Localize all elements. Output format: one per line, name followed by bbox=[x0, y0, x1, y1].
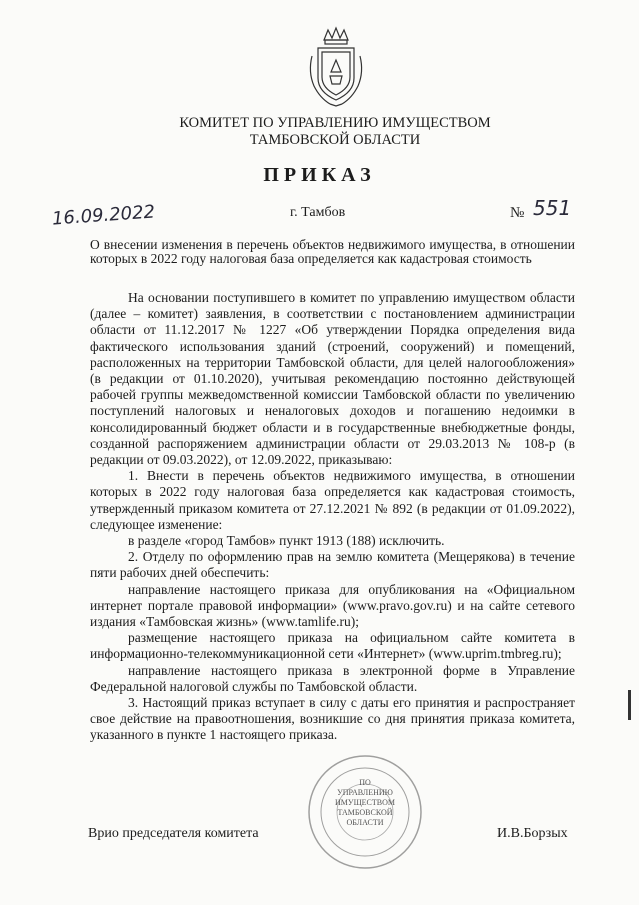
order-number: 551 bbox=[533, 196, 572, 220]
paragraph-item-3: 3. Настоящий приказ вступает в силу с даты его принятия и распространяет свое действие на правоотношения, возникшие со дня принятия приказа комитета, указанного в пункте 1 настоящего приказа. bbox=[90, 695, 575, 743]
order-number-label: № bbox=[510, 205, 525, 221]
scan-edge-mark bbox=[628, 690, 631, 720]
paragraph-item-2-sub3: направление настоящего приказа в электронной форме в Управление Федеральной налоговой службы по Тамбовской области. bbox=[90, 662, 575, 694]
order-city: г. Тамбов bbox=[290, 205, 346, 220]
order-body bbox=[90, 290, 575, 744]
paragraph-preamble: На основании поступившего в комитет по управлению имуществом области (далее – комитет) заявления, в соответствии с постановлением администрации области от 11.12.2017 № 1227 «Об утверждении Порядка определения вида фактического использования зданий (строений, сооружений) и помещений, расположенных на территории Тамбовской области, для целей налогообложения» (в редакции от 01.10.2020), учитывая рекомендацию постоянно действующей рабочей группы межведомственной комиссии Тамбовской области по увеличению поступлений налоговых и неналоговых доходов и погашению недоимки в консолидированный бюджет области и в государственные внебюджетные фонды, созданной распоряжением администрации области от 29.03.2013 № 108-р (в редакции от 09.03.2022), от 12.09.2022, приказываю: bbox=[90, 290, 575, 468]
paragraph-item-2-sub2: размещение настоящего приказа на официальном сайте комитета в информационно-телекоммуникационной сети «Интернет» (www.uprim.tmbreg.ru); bbox=[90, 630, 575, 662]
paragraph-item-1: 1. Внести в перечень объектов недвижимого имущества, в отношении которых в 2022 году налоговая база определяется как кадастровая стоимость, утвержденный приказом комитета от 27.12.2021 № 892 (в редакции от 01.09.2022), следующее изменение: bbox=[90, 468, 575, 532]
paragraph-item-2-sub1: направление настоящего приказа для опубликования на «Официальном интернет портале правовой информации» (www.pravo.gov.ru) и на сайте сетевого издания «Тамбовская жизнь» (www.tamlife.ru); bbox=[90, 581, 575, 630]
stamp-text: ПО УПРАВЛЕНИЮ ИМУЩЕСТВОМ ТАМБОВСКОЙ ОБЛАСТИ bbox=[335, 778, 395, 827]
paragraph-item-2: 2. Отделу по оформлению прав на землю комитета (Мещерякова) в течение пяти рабочих дней обеспечить: bbox=[90, 549, 575, 581]
signatory-name: И.В.Борзых bbox=[497, 826, 568, 841]
signatory-role: Врио председателя комитета bbox=[88, 826, 259, 841]
coat-of-arms-icon bbox=[306, 26, 366, 108]
document-title: ПРИКАЗ bbox=[263, 164, 376, 186]
organization-name-line2: ТАМБОВСКОЙ ОБЛАСТИ bbox=[249, 132, 421, 148]
organization-name-line1: КОМИТЕТ ПО УПРАВЛЕНИЮ ИМУЩЕСТВОМ bbox=[179, 115, 491, 131]
paragraph-item-1-detail: в разделе «город Тамбов» пункт 1913 (188) исключить. bbox=[128, 533, 445, 549]
order-subject: О внесении изменения в перечень объектов недвижимого имущества, в отношении которых в 2022 году налоговая база определяется как кадастровая стоимость bbox=[90, 237, 575, 266]
order-date: 16.09.2022 bbox=[51, 201, 156, 230]
